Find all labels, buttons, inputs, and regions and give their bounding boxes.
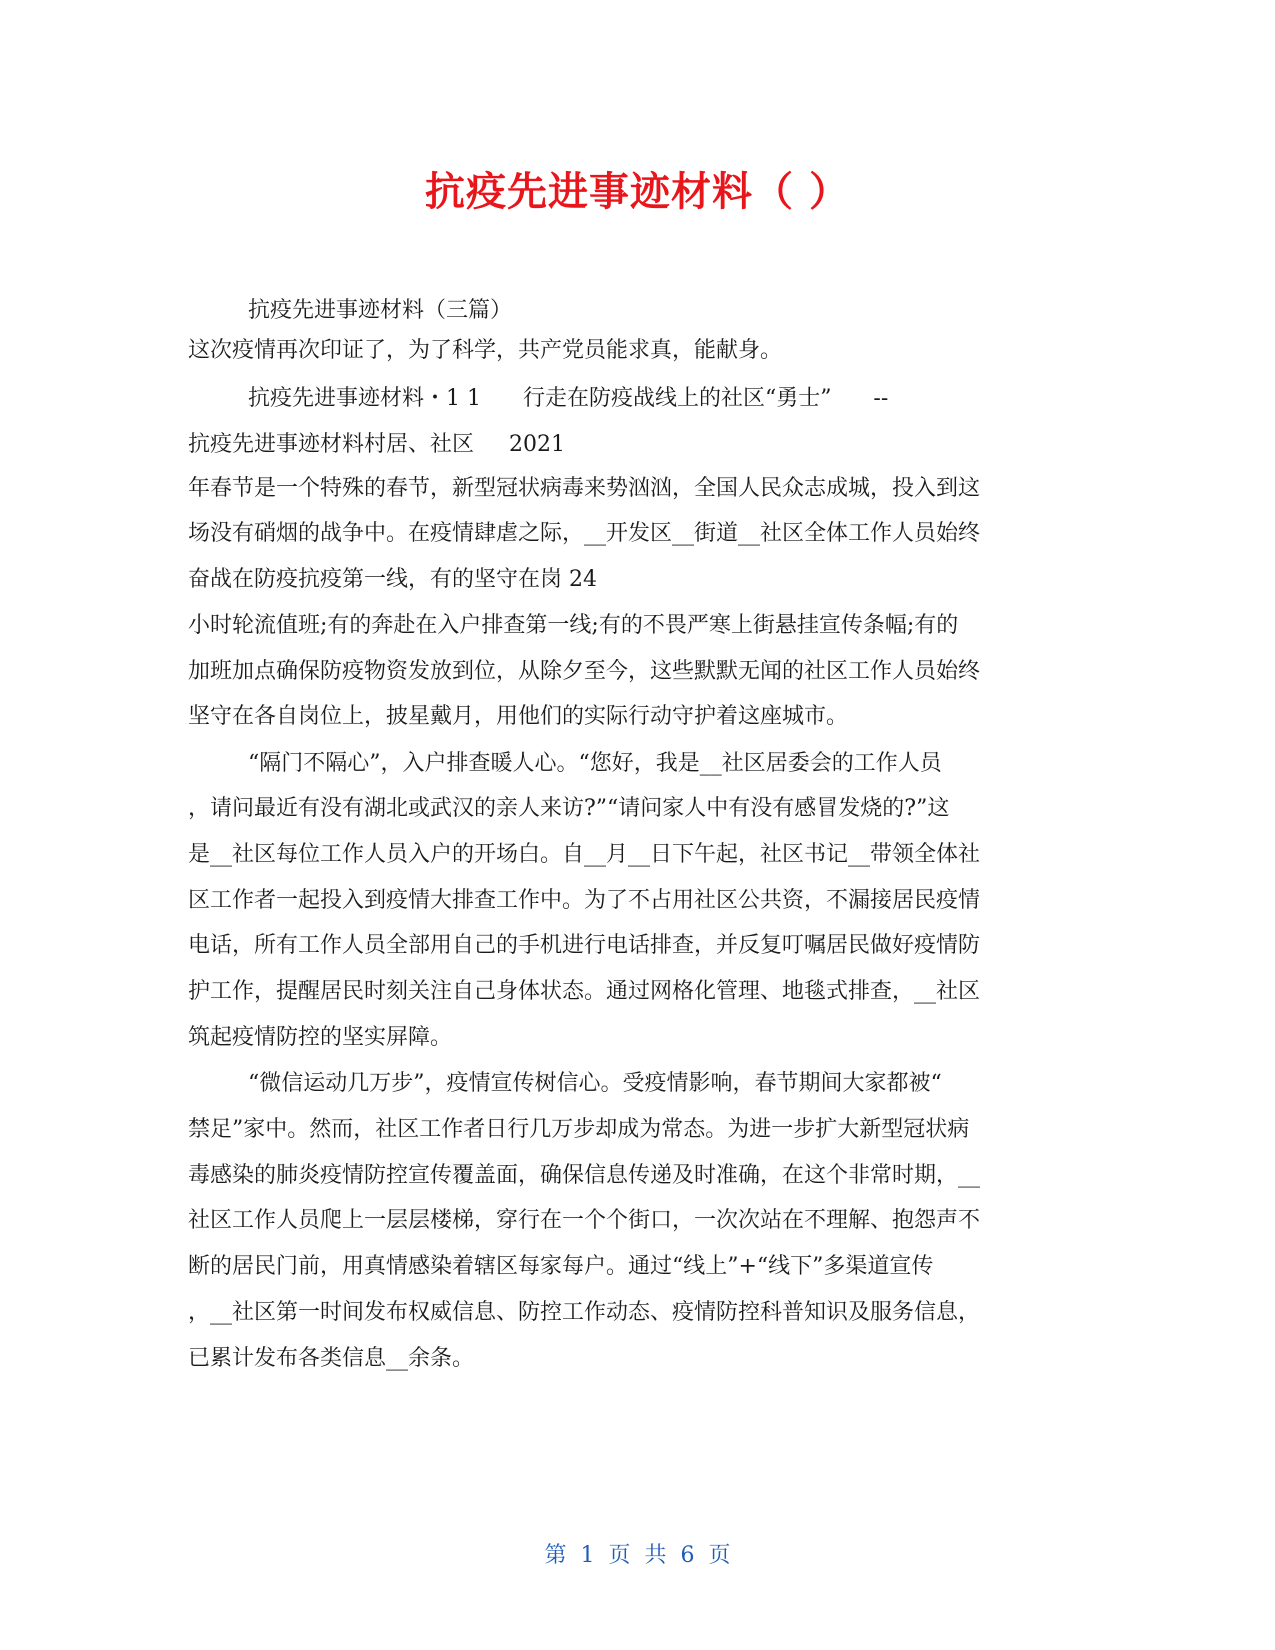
text-line: 是__社区每位工作人员入户的开场白。自__月__日下午起，社区书记__带领全体社 <box>188 842 981 867</box>
text-line: 禁足”家中。然而，社区工作者日行几万步却成为常态。为进一步扩大新型冠状病 <box>188 1117 970 1142</box>
text-line: ，__社区第一时间发布权威信息、防控工作动态、疫情防控科普知识及服务信息， <box>188 1300 981 1325</box>
text-line: “隔门不隔心”，入户排查暖人心。“您好，我是__社区居委会的工作人员 <box>248 751 942 776</box>
text-line: 抗疫先进事迹材料・1 1 行走在防疫战线上的社区“勇士” -- <box>248 386 889 411</box>
text-line: 奋战在防疫抗疫第一线，有的坚守在岗 24 <box>188 567 597 592</box>
text-line: 筑起疫情防控的坚实屏障。 <box>188 1025 453 1050</box>
text-line: ，请问最近有没有湖北或武汉的亲人来访?”“请问家人中有没有感冒发烧的?”这 <box>188 796 950 821</box>
text-line: 电话，所有工作人员全部用自己的手机进行电话排查，并反复叮嘱居民做好疫情防 <box>188 933 981 958</box>
document-title: 抗疫先进事迹材料（ ） <box>425 169 850 215</box>
text-line: 已累计发布各类信息__余条。 <box>188 1346 475 1371</box>
text-line: 场没有硝烟的战争中。在疫情肆虐之际，__开发区__街道__社区全体工作人员始终 <box>188 521 981 546</box>
text-line: 抗疫先进事迹材料村居、社区 2021 <box>188 432 565 457</box>
text-line: 抗疫先进事迹材料（三篇） <box>248 298 513 323</box>
text-line: 这次疫情再次印证了，为了科学，共产党员能求真，能献身。 <box>188 338 783 363</box>
text-line: 社区工作人员爬上一层层楼梯，穿行在一个个街口，一次次站在不理解、抱怨声不 <box>188 1208 981 1233</box>
text-line: 加班加点确保防疫物资发放到位，从除夕至今，这些默默无闻的社区工作人员始终 <box>188 659 981 684</box>
text-line: 护工作，提醒居民时刻关注自己身体状态。通过网格化管理、地毯式排查，__社区 <box>188 979 981 1004</box>
text-line: “微信运动几万步”，疫情宣传树信心。受疫情影响，春节期间大家都被“ <box>248 1071 942 1096</box>
text-line: 年春节是一个特殊的春节，新型冠状病毒来势汹汹，全国人民众志成城，投入到这 <box>188 476 981 501</box>
text-line: 小时轮流值班;有的奔赴在入户排查第一线;有的不畏严寒上街悬挂宣传条幅;有的 <box>188 613 959 638</box>
text-line: 毒感染的肺炎疫情防控宣传覆盖面，确保信息传递及时准确，在这个非常时期，__ <box>188 1163 981 1188</box>
page-number-footer: 第 1 页 共 6 页 <box>544 1543 731 1568</box>
text-line: 断的居民门前，用真情感染着辖区每家每户。通过“线上”+“线下”多渠道宣传 <box>188 1254 934 1279</box>
text-line: 区工作者一起投入到疫情大排查工作中。为了不占用社区公共资，不漏接居民疫情 <box>188 888 981 913</box>
text-line: 坚守在各自岗位上，披星戴月，用他们的实际行动守护着这座城市。 <box>188 704 849 729</box>
